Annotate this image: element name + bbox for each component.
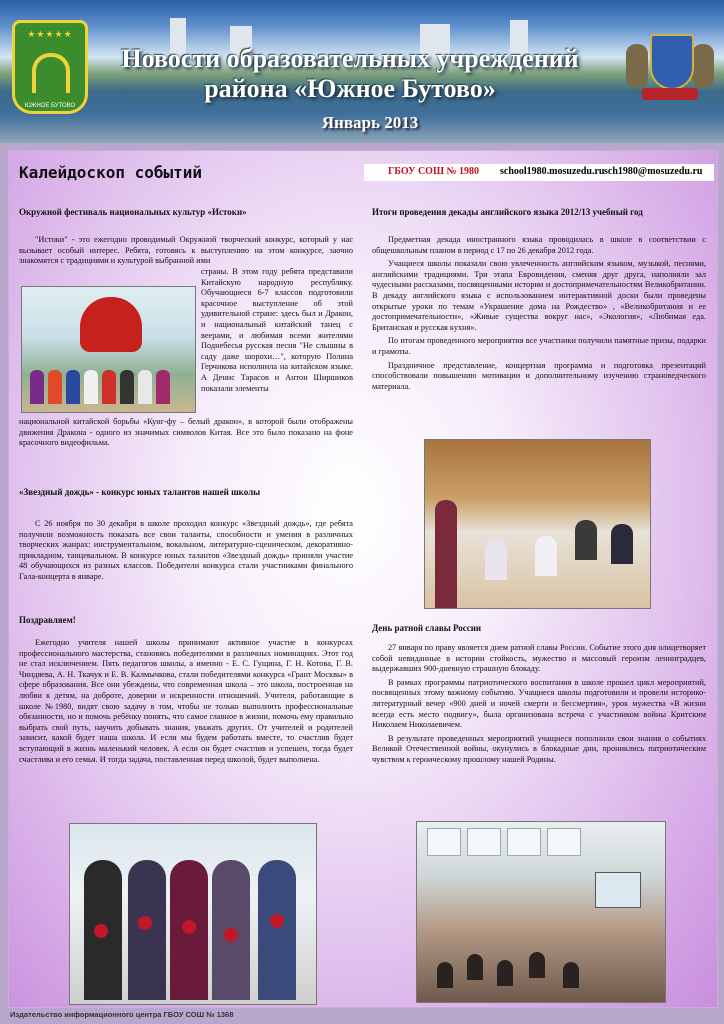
article4-body [372,235,706,395]
rose-icon [182,920,196,934]
student-figure [485,540,507,580]
shield-icon [650,34,694,90]
article1-beside [201,267,353,397]
header-title-line1: Новости образовательных учреждений [121,44,579,73]
person-figure [156,370,170,404]
article3-text: Ежегодно учителя нашей школы принимают активное участие в конкурсах профессионального мастерства, становясь победителями в различных номинациях. Этот год не стал исключением. Пять педагогов школы, а именно - Е. С. Гущина, Г. Н. Котова, Г. В. Чиндяева, А. Н. Ткачук и Е. В. Калмычкова, стали победителями конкурса «Грант Москвы» в сфере образования. Все они убеждены, что современная школа – это школа, построенная на любви к детям, на доброте, доверии и искренности отношений. Учителя, работающие в школе №1980, видят свою задачу в том, чтобы не только выполнить профессиональные обязанности, но и помочь ребёнку понять, что самое главное в жизни, помочь ему правильно выбрать свой путь, научить добывать знания, уважать других. От учителей и родителей зависит, какой будет наша школа. И если мы будем работать вместе, то счастлив будет вступающий в жизнь маленький человек. А если он будет счастлив и успешен, тогда будет счастлива и его семья. И тогда задача, поставленная перед школой, будет выполнена. [19,638,353,764]
article3-body [19,638,353,768]
person-figure [30,370,44,404]
rose-icon [224,928,238,942]
footer-publisher: Издательство информационного центра ГБОУ СОШ № 1368 [10,1010,234,1019]
lion-left-icon [626,44,648,88]
logo-caption: ЮЖНОЕ БУТОВО [24,103,76,109]
ribbon-icon [642,88,698,100]
person-figure [120,370,134,404]
header-title-line2: района «Южное Бутово» [204,74,496,103]
school-info-bar [364,164,714,181]
window-shape [427,828,461,856]
article2-text: С 26 ноября по 30 декабря в школе проходил конкурс «Звездный дождь», где ребята получили возможность показать все свои таланты, способности и умения в различных творческих жанрах: инструментальном, вокальном, литературно-сценическом, декоративно-прикладном, танцевальном. В конкурсе юных талантов «Звездный дождь» приняли участие 48 обучающихся из разных классов. Победители конкурса стали участниками финального Гала-концерта в январе. [19,519,353,581]
audience-figure [563,962,579,988]
article5-p2: В рамках программы патриотического воспитания в школе прошел цикл мероприятий, посвященных этому важному событию. Учащиеся школы подготовили и провели историко-литературный вечер «900 дней и ночей смерти и бессмертия», урок мужества «В жизни всегда есть место подвигу», была организована встреча с участником войны Критским Николаем Николаевичем. [372,677,706,730]
window-shape [507,828,541,856]
coat-of-arms [622,26,718,116]
person-figure [66,370,80,404]
school-email: sch1980@mosuzedu.ru [604,166,703,177]
article1-tail-text: национальной китайской борьбы «Кунг-фу – белый дракон», в которой были отображены движения Дракона - одного из значимых символов Китая. Все это было показано на фоне красочного видеофильма. [19,417,353,448]
article1-beside-text: страны. В этом году ребята представили Китайскую народную республику. Обучающиеся 6-7 классов подготовили красочное выступление об этой удивительной стране: здесь был и Дракон, и национальный китайский танец с веерами, и любимая всеми жителями Поднебесья русская песня "Не слышны в саду даже шорохи…", которую Полина Герчикова исполнила на китайском языке. А Денис Тарасов и Антон Ширшиков показали элементы [201,267,353,393]
school-site: school1980.mosuzedu.ru [500,166,605,177]
student-figure [535,536,557,576]
teacher-figure [128,860,166,1000]
article3-heading: Поздравляем! [19,615,76,625]
lion-right-icon [692,44,714,88]
article1-tail [19,417,353,452]
assembly-hall-photo [416,821,666,1003]
rose-icon [138,916,152,930]
student-figure [575,520,597,560]
stars-icon: ★★★★★ [27,29,73,39]
article5-p1: 27 января по праву является днем ратной славы России. Событие этого дня олицетворяет собой невиданные в истории стойкость, мужество и массовый героизм ленинградцев, выдержавших 900-дневную страшную блокаду. [372,643,706,674]
article4-p4: Праздничное представление, концертная программа и подготовка презентаций способствовали повышению мотивации и дополнительному изучению страноведческого материала. [372,360,706,391]
article1-heading: Окружной фестиваль национальных культур «Истоки» [19,207,247,217]
festival-photo [21,286,196,413]
section-title: Калейдоскоп событий [19,163,203,182]
article5-p3: В результате проведенных мероприятий учащиеся пополнили свои знания о событиях Великой Отечественной войны, окунулись в блокадные дни, прониклись патриотическим чувством к героическому прошлому нашей Родины. [372,733,706,764]
school-name: ГБОУ СОШ № 1980 [388,166,479,177]
person-figure [102,370,116,404]
issue-date: Январь 2013 [321,113,419,132]
article1-intro-text: "Истоки" - это ежегодно проводимый Окружной творческий конкурс, который у нас вызывает особый интерес. Ребята, готовясь к выступлению на этом конкурсе, заочно знакомятся с традициями и культурой выбранной ими [19,235,353,266]
audience-figure [437,962,453,988]
rose-icon [270,914,284,928]
district-logo [12,20,88,114]
person-figure [84,370,98,404]
header-banner [0,0,724,143]
teachers-photo [69,823,317,1005]
teacher-figure [435,500,457,608]
projection-screen [595,872,641,908]
article1-intro [19,235,353,270]
content-panel [8,150,718,1008]
person-figure [138,370,152,404]
english-class-photo [424,439,651,609]
article5-body [372,643,706,769]
teacher-figure [258,860,296,1000]
audience-figure [529,952,545,978]
audience-figure [497,960,513,986]
student-figure [611,524,633,564]
window-shape [467,828,501,856]
article4-p2: Учащиеся школы показали свою увлеченность английским языком, музыкой, песнями, английскими традициями. Три этапа Евровидения, сменяя друг друга, наполняли зал чудесными рассказами, посвященными истории и достопримечательностям Великобритании. В декаду английского языка с использованием интерактивной доски были проведены открытые уроки по темам «Украшение дома на Рождество» , «Великобритания и ее достопримечательности», «Живые существа вокруг нас», «Экология», «Любимая еда. Британская и русская кухня». [372,259,706,332]
article4-p3: По итогам проведенного мероприятия все участники получили памятные призы, подарки и грамоты. [372,336,706,356]
rose-icon [94,924,108,938]
article4-p1: Предметная декада иностранного языка проводилась в школе в соответствии с общешкольным планом в период с 17 по 26 декабря 2012 года. [372,235,706,255]
audience-figure [467,954,483,980]
article2-heading: «Звездный дождь» - конкурс юных талантов нашей школы [19,487,261,497]
dragon-figure [80,297,142,352]
person-figure [48,370,62,404]
arch-icon [32,53,70,93]
article2-body [19,519,353,586]
article5-heading: День ратной славы России [372,623,482,633]
article4-heading: Итоги проведения декады английского языка 2012/13 учебный год [372,207,643,217]
window-shape [547,828,581,856]
